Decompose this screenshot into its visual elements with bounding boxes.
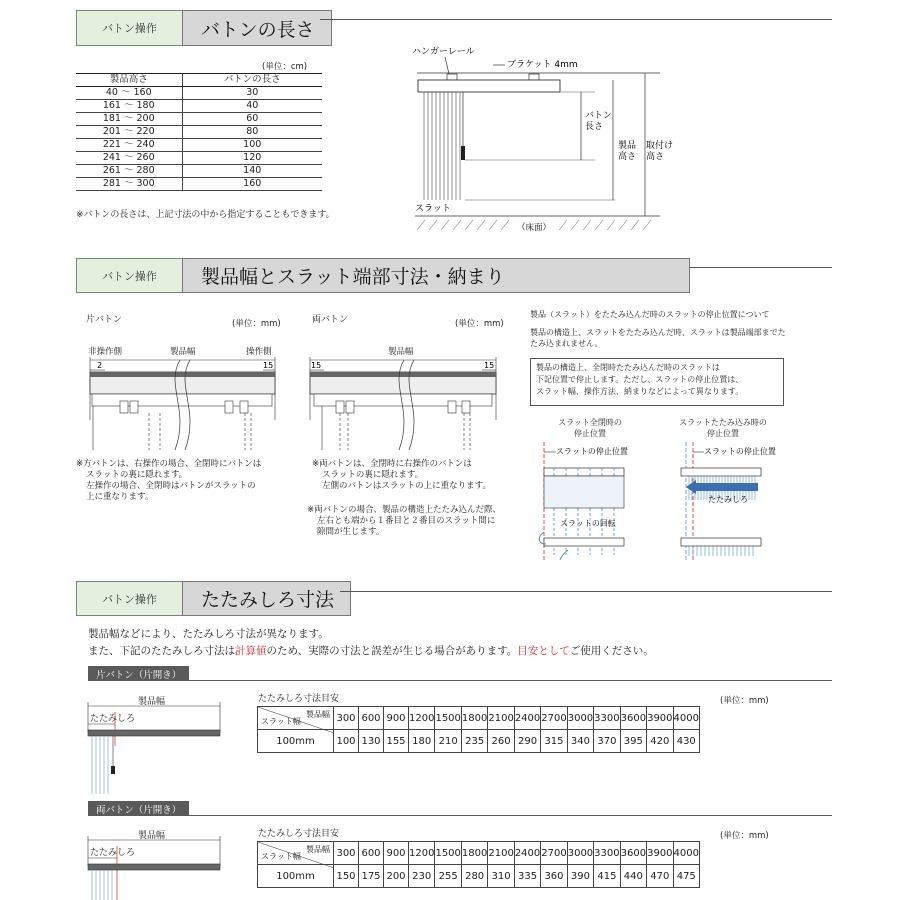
stop-position-desc: 製品の構造上、スラットをたたみ込んだ時、スラットは製品端部までた たみ込まれません。 — [530, 328, 786, 348]
width-header-cell: 1800 — [461, 842, 487, 865]
product-height-cell: 181 ～ 200 — [76, 113, 182, 126]
table-row — [76, 139, 322, 152]
stop-position-diagram — [536, 440, 786, 565]
product-width-label: 製品幅 — [170, 347, 196, 357]
floor-label: （床面） — [517, 223, 552, 233]
slats — [424, 92, 460, 200]
baton-length-cell: 100 — [182, 139, 322, 152]
width-header-cell: 1500 — [435, 707, 461, 730]
fold-value-cell: 395 — [620, 730, 646, 753]
fold-table-unit: (単位：mm) — [720, 696, 769, 706]
baton-length-table — [76, 73, 322, 191]
fold-value-cell: 155 — [384, 730, 409, 753]
width-header-cell: 3600 — [620, 842, 646, 865]
width-header-cell: 2700 — [541, 842, 567, 865]
double-baton-label: 両バトン — [312, 315, 348, 325]
baton-length-diagram — [405, 40, 674, 235]
baton-length-note: ※バトンの長さは、上記寸法の中から指定することもできます。 — [76, 210, 335, 220]
baton-length-label-1: バトン — [585, 111, 612, 121]
fold-label: たたみしろ — [90, 714, 136, 724]
fold-label: たたみしろ — [708, 495, 748, 504]
fold-value-cell: 360 — [541, 865, 567, 888]
folded-stop-caption: スラットたたみ込み時の 停止位置 — [679, 418, 767, 438]
double-baton-note-1: ※両バトンは、全閉時に右操作のバトンは スラットの裏に隠れます。 左側のバトンはスラットの上に重なります。 — [312, 459, 491, 491]
single-unit: (単位：mm) — [232, 319, 281, 329]
width-header-cell: 900 — [384, 707, 409, 730]
fold-table-unit: (単位：mm) — [720, 831, 769, 841]
width-header-cell: 3300 — [594, 842, 620, 865]
mount-height-label-1: 取付け — [646, 141, 674, 151]
width-header-cell: 3000 — [567, 707, 593, 730]
slat-width-cell: 100mm — [258, 865, 334, 888]
fold-value-cell: 315 — [541, 730, 567, 753]
width-header-cell: 2100 — [488, 707, 514, 730]
fold-value-cell: 310 — [488, 865, 514, 888]
slat-label: スラット — [415, 204, 451, 214]
stop-position-title: 製品（スラット）をたたみ込んだ時のスラットの停止位置について — [530, 310, 770, 319]
baton-length-cell: 80 — [182, 126, 322, 139]
width-header-cell: 2400 — [514, 707, 540, 730]
fold-value-cell: 130 — [359, 730, 384, 753]
fold-value-cell: 475 — [673, 865, 699, 888]
double-baton-diagram — [306, 355, 506, 455]
baton-length-label-2: 長さ — [585, 122, 604, 132]
fold-table-caption: たたみしろ寸法目安 — [258, 694, 340, 704]
fold-value-cell: 235 — [461, 730, 487, 753]
fold-intro-line2: また、下記のたたみしろ寸法は計算値のため、実際の寸法と誤差が生じる場合があります。目安としてご使用ください。 — [88, 645, 654, 657]
corner-cell: 製品幅 スラット幅 — [258, 707, 334, 730]
fold-value-cell: 430 — [673, 730, 699, 753]
product-height-label-2: 高さ — [618, 152, 637, 162]
width-header-cell: 600 — [359, 707, 384, 730]
fold-value-cell: 335 — [514, 865, 540, 888]
section-header-baton-length — [76, 10, 332, 46]
width-header-cell: 3900 — [647, 842, 673, 865]
fold-value-cell: 200 — [384, 865, 409, 888]
section-title: 製品幅とスラット端部寸法・納まり — [182, 258, 690, 293]
fold-value-cell: 175 — [359, 865, 384, 888]
guide-highlight: 目安として — [517, 645, 570, 657]
dim-left-15: 15 — [311, 361, 322, 370]
width-header-cell: 1800 — [461, 707, 487, 730]
fold-value-cell: 370 — [594, 730, 620, 753]
fold-table-double — [257, 841, 700, 888]
fold-label: たたみしろ — [90, 848, 136, 858]
dim-left-2: 2 — [97, 361, 103, 370]
table-row — [76, 178, 322, 191]
baton — [461, 146, 465, 160]
product-height-label-1: 製品 — [618, 141, 637, 151]
operation-side-label: 操作側 — [246, 347, 272, 357]
section-tag: バトン操作 — [76, 258, 182, 293]
product-height-cell: 281 ～ 300 — [76, 178, 182, 191]
baton-length-cell: 60 — [182, 113, 322, 126]
width-header-cell: 4000 — [673, 842, 699, 865]
slat-rotate-label: スラットの回転 — [560, 519, 616, 528]
fold-value-cell: 390 — [567, 865, 593, 888]
baton-length-cell: 30 — [182, 87, 322, 100]
stop-label-left: スラットの停止位置 — [556, 447, 628, 456]
band-rule — [180, 680, 832, 681]
baton-length-cell: 40 — [182, 100, 322, 113]
non-operation-side-label: 非操作側 — [88, 347, 123, 357]
band-rule — [180, 815, 832, 816]
width-header-cell: 900 — [384, 842, 409, 865]
single-baton-diagram — [85, 355, 285, 455]
fold-intro-line1: 製品幅などにより、たたみしろ寸法が異なります。 — [88, 628, 329, 640]
width-header-cell: 2700 — [541, 707, 567, 730]
table-row — [76, 113, 322, 126]
product-height-cell: 201 ～ 220 — [76, 126, 182, 139]
single-baton-label: 片バトン — [86, 315, 122, 325]
table-row — [76, 152, 322, 165]
width-header-cell: 2100 — [488, 842, 514, 865]
table-row — [76, 126, 322, 139]
double-baton-note-2: ※両バトンの場合、製品の構造上たたみ込んだ際、 左右とも端から１番目と２番目のスラット間に 隙間が生じます。 — [307, 505, 501, 537]
bracket-label: ブラケット 4mm — [507, 60, 578, 70]
product-height-cell: 40 ～ 160 — [76, 87, 182, 100]
fold-value-cell: 470 — [647, 865, 673, 888]
slat-width-cell: 100mm — [258, 730, 334, 753]
baton-length-cell: 120 — [182, 152, 322, 165]
width-header-cell: 300 — [334, 707, 359, 730]
unit-label: (単位：cm) — [262, 62, 308, 72]
fold-value-cell: 415 — [594, 865, 620, 888]
single-baton-note: ※方バトンは、右操作の場合、全閉時にバトンは スラットの裏に隠れます。 左操作の場合、全閉時はバトンがスラットの 上に重なります。 — [76, 459, 262, 502]
fold-value-cell: 180 — [409, 730, 435, 753]
width-header-cell: 3300 — [594, 707, 620, 730]
width-header-cell: 600 — [359, 842, 384, 865]
table-row — [76, 100, 322, 113]
width-header-cell: 3000 — [567, 842, 593, 865]
fold-value-cell: 420 — [647, 730, 673, 753]
product-height-cell: 161 ～ 180 — [76, 100, 182, 113]
product-height-cell: 241 ～ 260 — [76, 152, 182, 165]
double-baton-band: 両バトン（片開き） — [88, 801, 189, 816]
fold-value-cell: 210 — [435, 730, 461, 753]
product-width-label: 製品幅 — [388, 347, 414, 357]
section-rule — [320, 19, 832, 20]
section-title: たたみしろ寸法 — [182, 581, 351, 616]
hanger-rail-label: ハンガーレール — [412, 47, 475, 57]
product-height-cell: 261 ～ 280 — [76, 165, 182, 178]
fold-value-cell: 290 — [514, 730, 540, 753]
table-row — [76, 87, 322, 100]
width-header-cell: 4000 — [673, 707, 699, 730]
fold-value-cell: 150 — [334, 865, 359, 888]
section-rule — [690, 267, 832, 268]
section-rule — [340, 591, 832, 592]
stop-position-box: 製品の構造上、全閉時たたみ込んだ時のスラットは 下記位置で停止します。ただし、スラットの停止位置は、 スラット幅、操作方法、納まりなどによって異なります。 — [530, 358, 784, 406]
calc-value-highlight: 計算値 — [235, 645, 267, 657]
product-height-cell: 221 ～ 240 — [76, 139, 182, 152]
stop-label-right: スラットの停止位置 — [704, 447, 776, 456]
section-header-width-slat — [76, 258, 690, 293]
width-header-cell: 1200 — [409, 707, 435, 730]
fold-value-cell: 230 — [409, 865, 435, 888]
width-header-cell: 3900 — [647, 707, 673, 730]
double-unit: (単位：mm) — [455, 319, 504, 329]
single-baton-band: 片バトン（片開き） — [88, 666, 189, 681]
fold-value-cell: 100 — [334, 730, 359, 753]
fold-table-single — [257, 706, 700, 753]
width-header-cell: 2400 — [514, 842, 540, 865]
mount-height-label-2: 高さ — [646, 152, 665, 162]
width-header-cell: 1200 — [409, 842, 435, 865]
fold-value-cell: 280 — [461, 865, 487, 888]
section-header-fold-size — [76, 581, 351, 616]
header-product-height: 製品高さ — [76, 74, 182, 87]
fold-value-cell: 260 — [488, 730, 514, 753]
baton-length-cell: 160 — [182, 178, 322, 191]
fold-width-label: 製品幅 — [138, 831, 166, 841]
corner-cell: 製品幅 スラット幅 — [258, 842, 334, 865]
dim-right-15: 15 — [484, 361, 495, 370]
fold-table-caption: たたみしろ寸法目安 — [258, 829, 340, 839]
fold-value-cell: 340 — [567, 730, 593, 753]
fold-value-cell: 440 — [620, 865, 646, 888]
width-header-cell: 1500 — [435, 842, 461, 865]
closed-stop-caption: スラット全閉時の 停止位置 — [558, 418, 622, 438]
fold-value-cell: 255 — [435, 865, 461, 888]
dim-right-15: 15 — [263, 361, 274, 370]
section-tag: バトン操作 — [76, 581, 182, 616]
section-tag: バトン操作 — [76, 10, 182, 46]
baton-length-cell: 140 — [182, 165, 322, 178]
fold-width-label: 製品幅 — [138, 697, 166, 707]
section-title: バトンの長さ — [182, 10, 332, 46]
table-row — [76, 165, 322, 178]
header-baton-length: バトンの長さ — [182, 74, 322, 87]
width-header-cell: 3600 — [620, 707, 646, 730]
width-header-cell: 300 — [334, 842, 359, 865]
